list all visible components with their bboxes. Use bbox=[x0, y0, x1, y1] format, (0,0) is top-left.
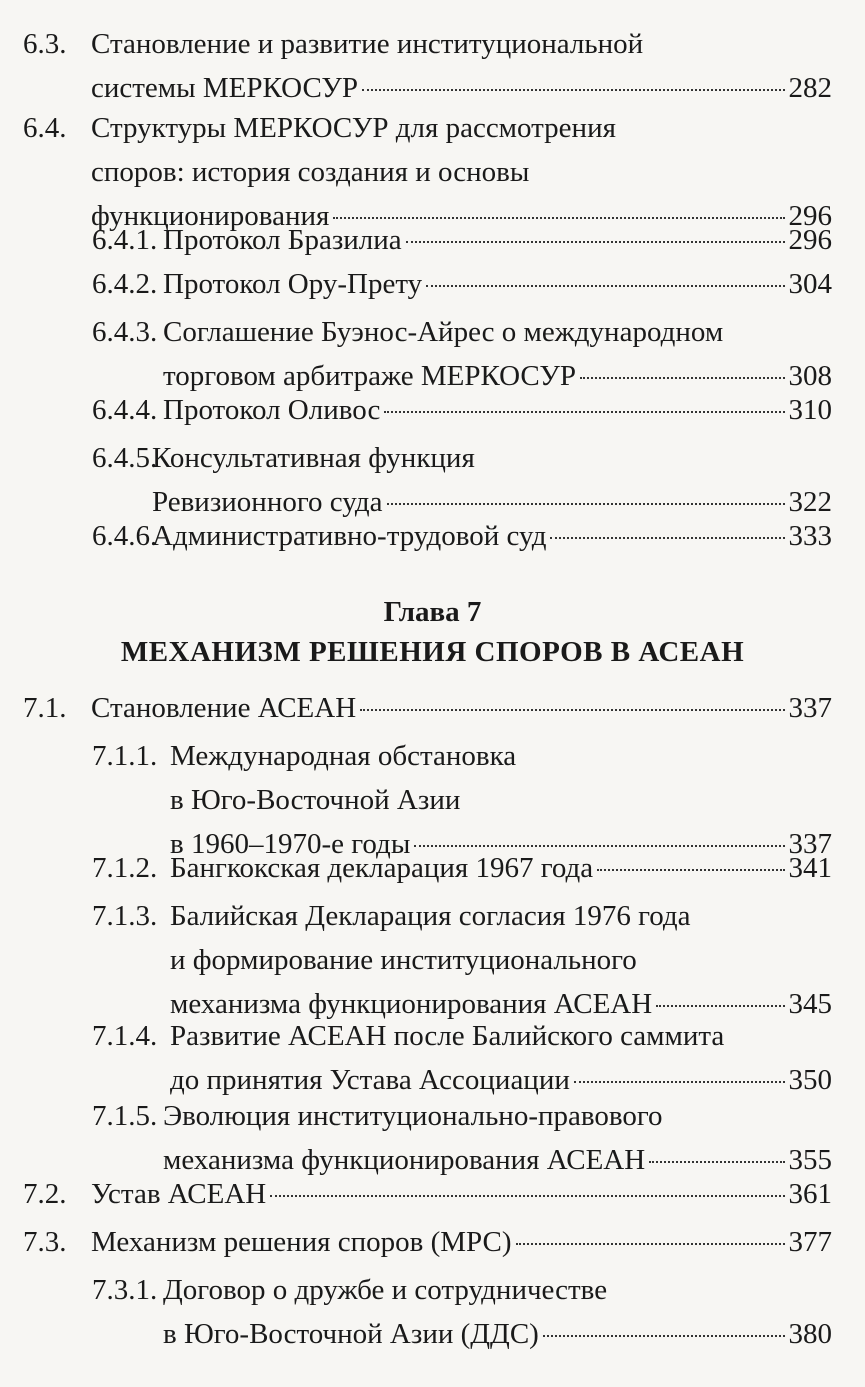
toc-entry-number: 7.1.5. bbox=[92, 1100, 158, 1132]
toc-entry-6-4-2[interactable] bbox=[92, 262, 832, 306]
toc-entry-number: 6.4.6. bbox=[92, 520, 158, 552]
toc-entry-title bbox=[170, 894, 832, 1026]
toc-entry-title bbox=[163, 310, 832, 398]
toc-entry-title bbox=[91, 1172, 832, 1216]
toc-entry-title-line bbox=[163, 1312, 832, 1356]
toc-entry-title bbox=[163, 262, 832, 306]
toc-entry-title-text: Бангкокская декларация 1967 года bbox=[170, 852, 594, 884]
dot-leader bbox=[550, 537, 784, 539]
toc-entry-title-text: Протокол Ору-Прету bbox=[163, 268, 423, 300]
toc-entry-title-line bbox=[91, 66, 832, 110]
toc-entry-page-number: 377 bbox=[788, 1226, 832, 1258]
toc-entry-title-line bbox=[91, 1172, 832, 1216]
toc-entry-7-1-3[interactable] bbox=[92, 894, 832, 1026]
toc-entry-page-number: 350 bbox=[788, 1064, 832, 1096]
toc-entry-page-number: 341 bbox=[788, 852, 832, 884]
toc-entry-7-1-4[interactable] bbox=[92, 1014, 832, 1102]
dot-leader bbox=[406, 241, 785, 243]
toc-entry-title-line: Консультативная функция bbox=[152, 442, 475, 474]
toc-entry-title-line: в Юго-Восточной Азии bbox=[170, 784, 461, 816]
toc-entry-6-4-5[interactable] bbox=[92, 436, 832, 524]
toc-entry-title-text: механизма функционирования АСЕАН bbox=[163, 1144, 646, 1176]
toc-entry-7-3-1[interactable] bbox=[92, 1268, 832, 1356]
toc-entry-page-number: 322 bbox=[788, 486, 832, 518]
toc-entry-title-line: Эволюция институционально-правового bbox=[163, 1100, 663, 1132]
toc-entry-page-number: 304 bbox=[788, 268, 832, 300]
toc-entry-page-number: 308 bbox=[788, 360, 832, 392]
toc-entry-title-text: функционирования bbox=[91, 200, 330, 232]
toc-entry-title-line bbox=[91, 686, 832, 730]
toc-entry-number: 6.4.5. bbox=[92, 442, 158, 474]
toc-entry-title-line bbox=[163, 262, 832, 306]
dot-leader bbox=[384, 411, 784, 413]
toc-entry-title-text: системы МЕРКОСУР bbox=[91, 72, 359, 104]
toc-entry-number: 6.4.3. bbox=[92, 316, 158, 348]
toc-entry-number: 7.1. bbox=[23, 692, 67, 724]
toc-entry-title-text: Протокол Оливос bbox=[163, 394, 381, 426]
toc-entry-title-text: в Юго-Восточной Азии (ДДС) bbox=[163, 1318, 539, 1350]
toc-entry-title-line bbox=[152, 514, 832, 558]
toc-entry-number: 6.3. bbox=[23, 28, 67, 60]
dot-leader bbox=[362, 89, 784, 91]
dot-leader bbox=[656, 1005, 784, 1007]
dot-leader bbox=[270, 1195, 784, 1197]
dot-leader bbox=[574, 1081, 785, 1083]
toc-entry-title bbox=[163, 1268, 832, 1356]
toc-entry-number: 6.4.1. bbox=[92, 224, 158, 256]
toc-entry-page-number: 337 bbox=[788, 828, 832, 860]
toc-entry-title-line: споров: история создания и основы bbox=[91, 156, 530, 188]
toc-entry-7-3[interactable] bbox=[23, 1220, 832, 1264]
toc-entry-page-number: 296 bbox=[788, 224, 832, 256]
toc-entry-title bbox=[163, 388, 832, 432]
toc-entry-title-line bbox=[163, 388, 832, 432]
dot-leader bbox=[597, 869, 784, 871]
toc-entry-6-4-4[interactable] bbox=[92, 388, 832, 432]
dot-leader bbox=[543, 1335, 785, 1337]
toc-entry-7-1[interactable] bbox=[23, 686, 832, 730]
toc-entry-title-text: механизма функционирования АСЕАН bbox=[170, 988, 653, 1020]
toc-entry-number: 7.2. bbox=[23, 1178, 67, 1210]
toc-entry-number: 7.3.1. bbox=[92, 1274, 158, 1306]
toc-entry-title bbox=[170, 1014, 832, 1102]
toc-entry-page-number: 361 bbox=[788, 1178, 832, 1210]
toc-entry-number: 7.1.2. bbox=[92, 852, 158, 884]
toc-entry-title-text: торговом арбитраже МЕРКОСУР bbox=[163, 360, 576, 392]
toc-entry-title-text: Становление АСЕАН bbox=[91, 692, 357, 724]
chapter-heading bbox=[0, 592, 865, 672]
toc-entry-page-number: 333 bbox=[788, 520, 832, 552]
chapter-label: Глава 7 bbox=[383, 596, 482, 628]
toc-entry-number: 6.4. bbox=[23, 112, 67, 144]
toc-entry-title bbox=[91, 22, 832, 110]
toc-entry-6-4-1[interactable] bbox=[92, 218, 832, 262]
toc-entry-title bbox=[152, 514, 832, 558]
dot-leader bbox=[360, 709, 784, 711]
toc-entry-7-2[interactable] bbox=[23, 1172, 832, 1216]
toc-entry-number: 6.4.2. bbox=[92, 268, 158, 300]
toc-entry-title-line bbox=[91, 1220, 832, 1264]
toc-entry-title-line: Структуры МЕРКОСУР для рассмотрения bbox=[91, 112, 616, 144]
toc-entry-title-text: Административно-трудовой суд bbox=[152, 520, 547, 552]
toc-entry-title-line bbox=[163, 218, 832, 262]
toc-entry-6-4-6[interactable] bbox=[92, 514, 832, 558]
toc-entry-title bbox=[91, 686, 832, 730]
toc-entry-title-line: Развитие АСЕАН после Балийского саммита bbox=[170, 1020, 725, 1052]
toc-entry-number: 7.1.3. bbox=[92, 900, 158, 932]
toc-entry-6-3[interactable] bbox=[23, 22, 832, 110]
toc-entry-title-line: Балийская Декларация согласия 1976 года bbox=[170, 900, 691, 932]
toc-entry-title-text: в 1960–1970-е годы bbox=[170, 828, 411, 860]
toc-entry-7-1-5[interactable] bbox=[92, 1094, 832, 1182]
toc-entry-title-text: до принятия Устава Ассоциации bbox=[170, 1064, 570, 1096]
toc-entry-title-line: Становление и развитие институциональной bbox=[91, 28, 644, 60]
toc-entry-title-text: Устав АСЕАН bbox=[91, 1178, 267, 1210]
toc-entry-title-line: Договор о дружбе и сотрудничестве bbox=[163, 1274, 608, 1306]
toc-entry-6-4-3[interactable] bbox=[92, 310, 832, 398]
toc-entry-title-text: Ревизионного суда bbox=[152, 486, 383, 518]
dot-leader bbox=[649, 1161, 784, 1163]
toc-entry-title bbox=[91, 1220, 832, 1264]
toc-entry-page-number: 282 bbox=[788, 72, 832, 104]
toc-entry-number: 7.3. bbox=[23, 1226, 67, 1258]
toc-entry-title-text: Механизм решения споров (МРС) bbox=[91, 1226, 512, 1258]
toc-entry-title-text: Протокол Бразилиа bbox=[163, 224, 402, 256]
toc-entry-page-number: 355 bbox=[788, 1144, 832, 1176]
toc-entry-title-line bbox=[170, 846, 832, 890]
toc-entry-number: 7.1.1. bbox=[92, 740, 158, 772]
toc-entry-title bbox=[163, 1094, 832, 1182]
toc-entry-number: 6.4.4. bbox=[92, 394, 158, 426]
chapter-title: МЕХАНИЗМ РЕШЕНИЯ СПОРОВ В АСЕАН bbox=[120, 636, 745, 668]
toc-entry-page-number: 310 bbox=[788, 394, 832, 426]
toc-entry-title-line: и формирование институционального bbox=[170, 944, 637, 976]
toc-entry-number: 7.1.4. bbox=[92, 1020, 158, 1052]
toc-entry-page-number: 380 bbox=[788, 1318, 832, 1350]
dot-leader bbox=[387, 503, 785, 505]
toc-entry-title-line: Международная обстановка bbox=[170, 740, 517, 772]
toc-entry-7-1-2[interactable] bbox=[92, 846, 832, 890]
toc-entry-title-line: Соглашение Буэнос-Айрес о международном bbox=[163, 316, 724, 348]
dot-leader bbox=[516, 1243, 785, 1245]
toc-entry-page-number: 337 bbox=[788, 692, 832, 724]
toc-entry-title bbox=[163, 218, 832, 262]
toc-entry-page-number: 345 bbox=[788, 988, 832, 1020]
dot-leader bbox=[426, 285, 784, 287]
toc-entry-title bbox=[170, 846, 832, 890]
dot-leader bbox=[580, 377, 785, 379]
toc-entry-page-number: 296 bbox=[788, 200, 832, 232]
toc-entry-title bbox=[152, 436, 832, 524]
